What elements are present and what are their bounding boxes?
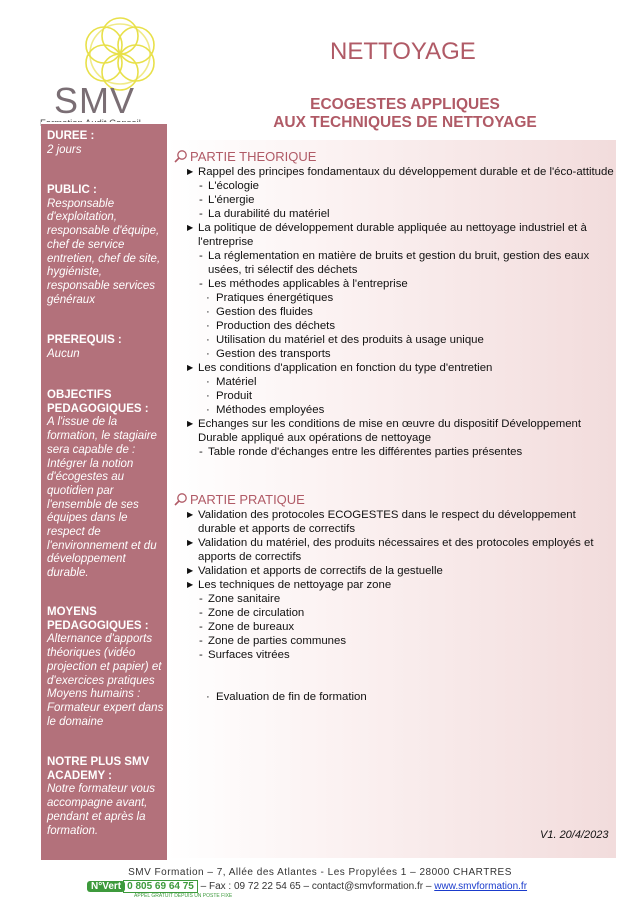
list-item: - Zone de circulation <box>199 607 305 619</box>
public-heading: PUBLIC : <box>47 184 97 196</box>
theorique-heading-text: PARTIE THEORIQUE <box>190 149 317 164</box>
website-link[interactable]: www.smvformation.fr <box>434 881 528 893</box>
moyens-value: Alternance d'apports théoriques (vidéo projection et papier) et d'exercices pratiques Moyens humains : Formateur expert dans le domaine <box>47 633 164 728</box>
list-item: · Evaluation de fin de formation <box>206 691 367 703</box>
objectifs-block <box>47 389 165 581</box>
logo-text: SMV <box>54 80 136 121</box>
pratique-list <box>186 508 616 662</box>
company-logo <box>40 14 160 124</box>
list-item: - Surfaces vitrées <box>199 649 290 661</box>
list-item: · Matériel <box>206 376 257 388</box>
plus-heading: NOTRE PLUS SMV ACADEMY : <box>47 756 150 782</box>
list-item: ▶ La politique de développement durable appliquée au nettoyage industriel et à l'entreprise <box>186 221 616 249</box>
list-item: - L'énergie <box>199 194 255 206</box>
pratique-heading <box>174 492 305 507</box>
list-item: · Gestion des fluides <box>206 306 313 318</box>
list-item: ▶ Rappel des principes fondamentaux du développement durable et de l'éco-attitude <box>186 165 616 179</box>
objectifs-heading: OBJECTIFS PEDAGOGIQUES : <box>47 389 149 415</box>
prerequis-value: Aucun <box>47 347 80 360</box>
list-item: · Produit <box>206 390 253 402</box>
list-item: · Pratiques énergétiques <box>206 292 334 304</box>
evaluation-item <box>186 690 616 704</box>
subtitle-line-1: ECOGESTES APPLIQUES <box>310 96 500 113</box>
list-item: - L'écologie <box>199 180 259 192</box>
theorique-heading <box>174 149 316 164</box>
list-item: - Zone de parties communes <box>199 635 347 647</box>
duree-block <box>47 130 165 157</box>
document-title: NETTOYAGE <box>330 38 476 65</box>
plus-value: Notre formateur vous accompagne avant, pendant et après la formation. <box>47 783 156 837</box>
footer-contact-text: – Fax : 09 72 22 54 65 – contact@smvformation.fr – <box>200 881 432 893</box>
prerequis-heading: PREREQUIS : <box>47 334 122 346</box>
subtitle-line-2: AUX TECHNIQUES DE NETTOYAGE <box>273 114 537 131</box>
magnifier-icon <box>174 149 188 163</box>
list-item: · Production des déchets <box>206 320 336 332</box>
version-label: V1. 20/4/2023 <box>540 829 609 841</box>
list-item: ▶ Validation du matériel, des produits nécessaires et des protocoles employés et apports de correctifs <box>186 536 616 564</box>
list-item: - Zone sanitaire <box>199 593 281 605</box>
list-item: ▶ Validation et apports de correctifs de la gestuelle <box>186 564 616 578</box>
list-item: ▶ Les conditions d'application en fonction du type d'entretien <box>186 361 616 375</box>
document-subtitle <box>230 96 580 132</box>
list-item: - Table ronde d'échanges entre les différentes parties présentes <box>199 446 523 458</box>
prerequis-block <box>47 334 165 361</box>
moyens-heading: MOYENS PEDAGOGIQUES : <box>47 606 149 632</box>
list-item: · Gestion des transports <box>206 348 331 360</box>
plus-block <box>47 756 165 838</box>
theorique-list <box>186 165 616 459</box>
magnifier-icon <box>174 492 188 506</box>
list-item: - La durabilité du matériel <box>199 208 330 220</box>
list-item: · Utilisation du matériel et des produits à usage unique <box>206 334 484 346</box>
list-item: - Les méthodes applicables à l'entreprise <box>199 278 408 290</box>
public-block <box>47 184 165 307</box>
list-item: · Méthodes employées <box>206 404 325 416</box>
list-item: - La réglementation en matière de bruits et gestion du bruit, gestion des eaux usées, tri sélectif des déchets <box>199 250 590 276</box>
info-sidebar <box>41 122 167 860</box>
numero-vert-note: APPEL GRATUIT DEPUIS UN POSTE FIXE <box>134 893 233 899</box>
duree-value: 2 jours <box>47 143 82 156</box>
footer-contact <box>87 880 527 893</box>
moyens-block <box>47 606 165 729</box>
objectifs-value: A l'issue de la formation, le stagiaire sera capable de : Intégrer la notion d'écogestes au quotidien par l'ensemble de ses équipes dans le respect de l'environnement et du développement durable. <box>47 416 157 580</box>
list-item: ▶ Echanges sur les conditions de mise en œuvre du dispositif Développement Durable appliqué aux opérations de nettoyage <box>186 417 616 445</box>
list-item: ▶ Les techniques de nettoyage par zone <box>186 578 616 592</box>
list-item: - Zone de bureaux <box>199 621 295 633</box>
pratique-heading-text: PARTIE PRATIQUE <box>190 492 305 507</box>
numero-vert-badge: N°Vert <box>87 881 125 892</box>
list-item: ▶ Validation des protocoles ECOGESTES dans le respect du développement durable et apports de correctifs <box>186 508 616 536</box>
public-value: Responsable d'exploitation, responsable d'équipe, chef de service entretien, chef de site, hygiéniste, responsable services généraux <box>47 197 161 306</box>
footer-address: SMV Formation – 7, Allée des Atlantes - Les Propylées 1 – 28000 CHARTRES <box>128 867 512 878</box>
numero-vert-number: 0 805 69 64 75 <box>123 880 198 893</box>
duree-heading: DUREE : <box>47 130 95 142</box>
